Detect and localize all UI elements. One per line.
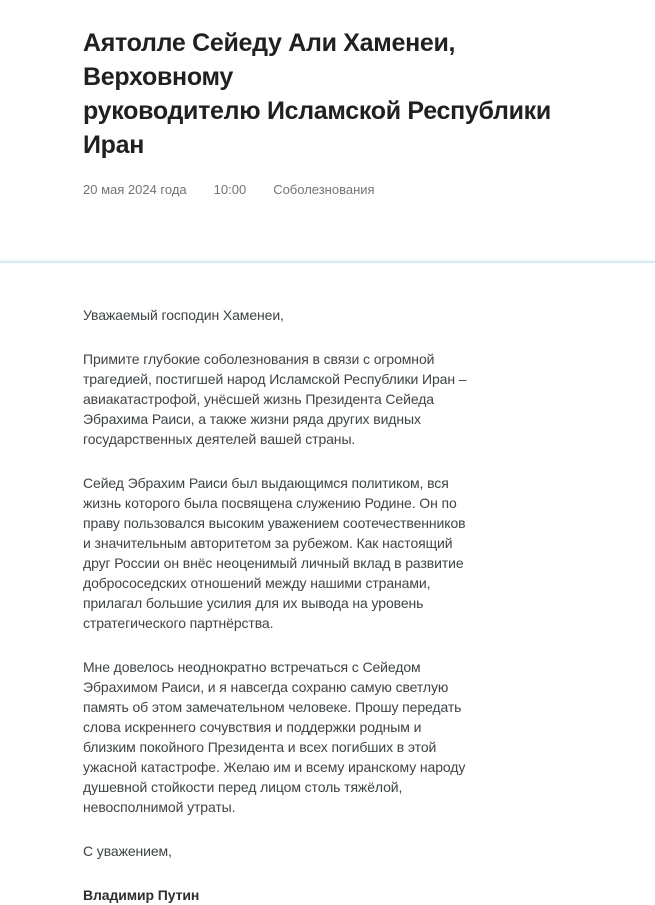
- page-title: [83, 26, 603, 162]
- letter-closing: С уважением,: [83, 843, 172, 859]
- category-tag-link[interactable]: Соболезнования: [273, 182, 375, 197]
- letter-body: [0, 305, 522, 905]
- section-divider: [0, 261, 655, 263]
- page-title-line-1: Аятолле Сейеду Али Хаменеи, Верховному: [83, 29, 456, 91]
- letter-paragraph-3: Мне довелось неоднократно встречаться с Сейедом Эбрахимом Раиси, и я навсегда сохраню самую светлую память об этом замечательном человеке. Прошу передать слова искреннего сочувствия и поддержки родным и близким покойного Президента и всех погибших в этой ужасной катастрофе. Желаю им и всему иранскому народу душевной стойкости перед лицом столь тяжёлой, невосполнимой утраты.: [83, 659, 466, 815]
- letter-paragraph-1: Примите глубокие соболезнования в связи с огромной трагедией, постигшей народ Исламской Республики Иран – авиакатастрофой, унёсшей жизнь Президента Сейеда Эбрахима Раиси, а также жизни ряда других видных государственных деятелей вашей страны.: [83, 351, 467, 447]
- page-title-line-2: руководителю Исламской Республики Иран: [83, 97, 551, 159]
- letter-salutation: Уважаемый господин Хаменеи,: [83, 307, 284, 323]
- meta-row: [83, 182, 603, 198]
- publish-time: 10:00: [213, 182, 247, 197]
- letter-signature: Владимир Путин: [83, 887, 200, 903]
- publish-date: 20 мая 2024 года: [83, 182, 187, 197]
- article-header: [0, 26, 655, 198]
- letter-paragraph-2: Сейед Эбрахим Раиси был выдающимся политиком, вся жизнь которого была посвящена служению Родине. Он по праву пользовался высоким уважением соотечественников и значительным авторитетом за рубежом. Как настоящий друг России он внёс неоценимый личный вклад в развитие добрососедских отношений между нашими странами, прилагал большие усилия для их вывода на уровень стратегического партнёрства.: [83, 475, 466, 631]
